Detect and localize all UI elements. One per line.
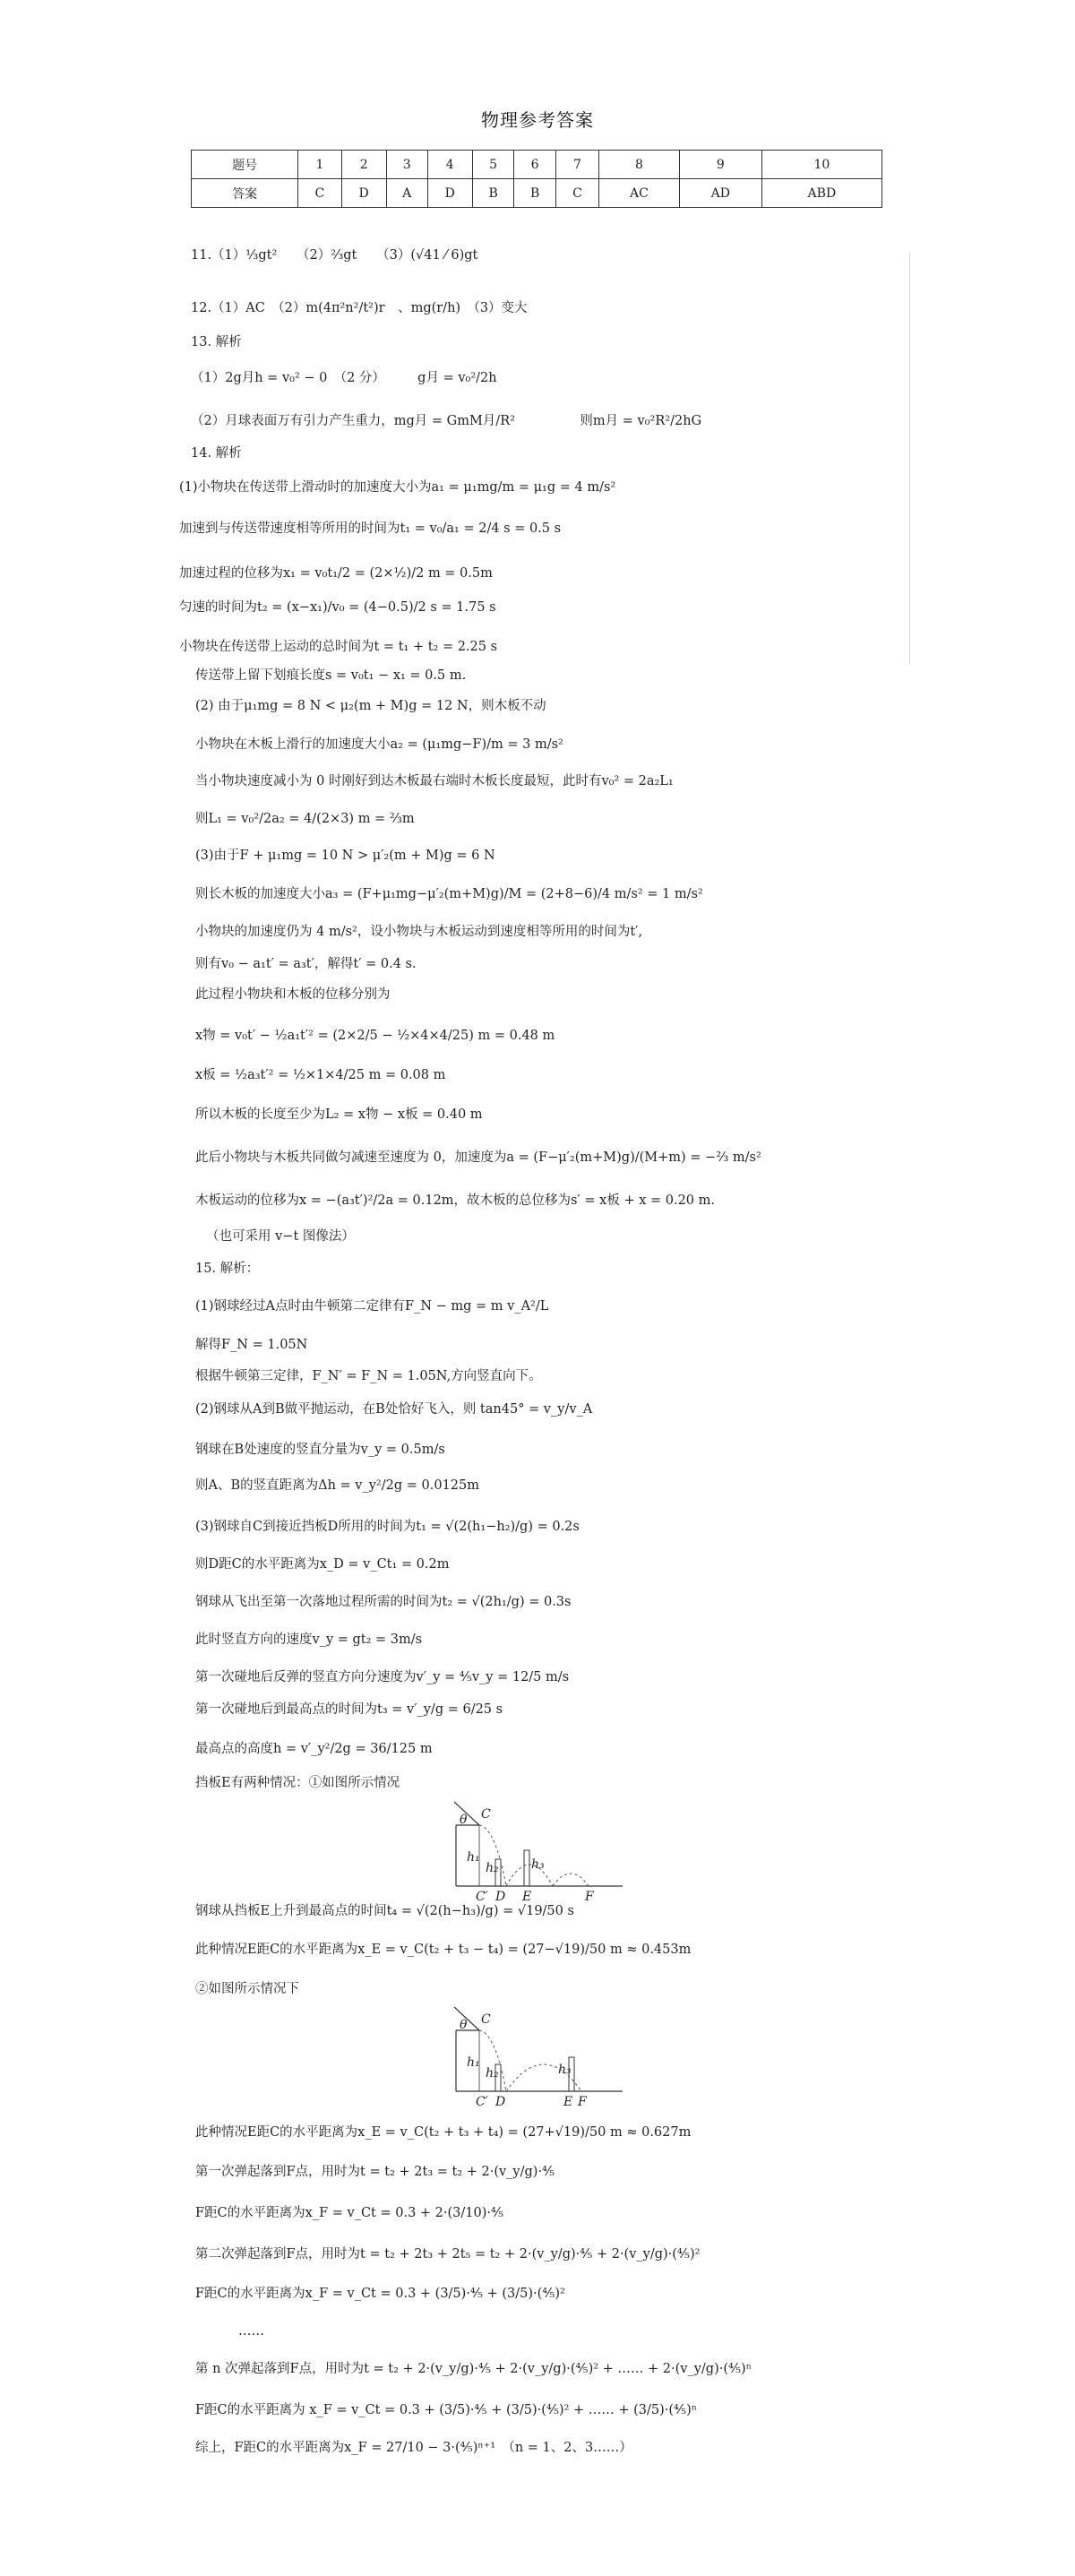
answer-14-line: (2) 由于μ₁mg = 8 N < μ₂(m + M)g = 12 N，则木板不动 xyxy=(195,699,546,713)
table-row xyxy=(192,179,882,208)
table-cell: C xyxy=(555,179,598,208)
page-title: 物理参考答案 xyxy=(481,109,594,131)
answer-15-line: F距C的水平距离为x_F = v_Ct = 0.3 + 2·(3/10)·⅘ xyxy=(195,2206,504,2220)
table-cell: 4 xyxy=(427,151,472,179)
table-cell: 8 xyxy=(599,151,680,179)
table-cell: A xyxy=(386,179,427,208)
table-cell: 9 xyxy=(679,151,761,179)
table-cell: D xyxy=(427,179,472,208)
table-cell: 6 xyxy=(514,151,555,179)
table-row xyxy=(192,151,882,179)
answer-15-line: 综上，F距C的水平距离为x_F = 27/10 − 3·(⅘)ⁿ⁺¹ （n = 1、2、3……） xyxy=(195,2441,632,2455)
answer-13-line: （1）2g月h = v₀² − 0 （2 分） g月 = v₀²/2h xyxy=(191,371,497,385)
answer-15-line: …… xyxy=(238,2324,264,2339)
diagram-case-1 xyxy=(443,1796,641,1904)
theta-label: θ xyxy=(460,2018,468,2032)
answer-13-line: （2）月球表面万有引力产生重力，mg月 = GmM月/R² 则m月 = v₀²R²/2hG xyxy=(191,414,702,428)
answer-15-line: F距C的水平距离为 x_F = v_Ct = 0.3 + (3/5)·⅘ + (3/5)·(⅘)² + …… + (3/5)·(⅘)ⁿ xyxy=(195,2403,698,2417)
margin-rule xyxy=(909,253,910,665)
answer-14-line: 木板运动的位移为x = −(a₃t′)²/2a = 0.12m，故木板的总位移为s′ = x板 + x = 0.20 m. xyxy=(195,1193,715,1208)
point-d-label: D xyxy=(495,2095,506,2109)
table-cell: ABD xyxy=(761,179,882,208)
answer-15-line: F距C的水平距离为x_F = v_Ct = 0.3 + (3/5)·⅘ + (3/5)·(⅘)² xyxy=(195,2287,565,2301)
table-cell: 7 xyxy=(555,151,598,179)
answer-15-line: 此时竖直方向的速度v_y = gt₂ = 3m/s xyxy=(195,1633,423,1647)
answer-14-line: x板 = ½a₃t′² = ½×1×4/25 m = 0.08 m xyxy=(195,1068,446,1082)
theta-label: θ xyxy=(460,1813,468,1827)
answer-14-line: 此过程小物块和木板的位移分别为 xyxy=(195,987,391,1002)
answer-15-line: 钢球在B处速度的竖直分量为v_y = 0.5m/s xyxy=(195,1443,445,1457)
point-c-prime-label: C′ xyxy=(476,2095,488,2109)
point-c-prime-label: C′ xyxy=(476,1890,488,1904)
table-cell: AD xyxy=(679,179,761,208)
point-f-label: F xyxy=(585,1890,594,1904)
answer-14-line: (1)小物块在传送带上滑动时的加速度大小为a₁ = μ₁mg/m = μ₁g = 4 m/s² xyxy=(179,480,616,495)
table-cell: 1 xyxy=(298,151,341,179)
answer-14-line: x物 = v₀t′ − ½a₁t′² = (2×2/5 − ½×4×4/25) m = 0.48 m xyxy=(195,1029,555,1043)
table-cell: 3 xyxy=(386,151,427,179)
table-cell: B xyxy=(514,179,555,208)
point-c-label: C xyxy=(481,1807,491,1822)
answer-11: 11.（1）¹⁄₃gt² （2）²⁄₃gt （3）(√41 ⁄ 6)gt xyxy=(191,248,478,263)
table-cell: 题号 xyxy=(192,151,298,179)
answer-15-line: 第一次碰地后反弹的竖直方向分速度为v′_y = ⅘v_y = 12/5 m/s xyxy=(195,1670,570,1684)
answer-14-line: 则L₁ = v₀²/2a₂ = 4/(2×3) m = ⅔m xyxy=(195,812,415,826)
answer-13-heading: 13. 解析 xyxy=(191,335,242,349)
answer-14-line: 小物块在传送带上运动的总时间为t = t₁ + t₂ = 2.25 s xyxy=(179,640,498,654)
answer-15-line: 则A、B的竖直距离为Δh = v_y²/2g = 0.0125m xyxy=(195,1478,479,1493)
h3-label: h₃ xyxy=(531,1857,545,1872)
h1-label: h₁ xyxy=(467,2055,480,2070)
table-cell: C xyxy=(298,179,341,208)
point-f-label: F xyxy=(578,2095,587,2109)
answer-14-line: 小物块的加速度仍为 4 m/s²，设小物块与木板运动到速度相等所用的时间为t′, xyxy=(195,925,643,939)
diagram-case-2 xyxy=(443,2002,641,2109)
answer-15-line: 最高点的高度h = v′_y²/2g = 36/125 m xyxy=(195,1742,433,1756)
answer-15-line: 此种情况E距C的水平距离为x_E = v_C(t₂ + t₃ + t₄) = (27+√19)/50 m ≈ 0.627m xyxy=(195,2125,692,2140)
answer-15-line: 则D距C的水平距离为x_D = v_Ct₁ = 0.2m xyxy=(195,1557,450,1572)
h3-label: h₃ xyxy=(558,2063,572,2077)
answer-14-line: （也可采用 v−t 图像法） xyxy=(206,1229,355,1244)
answer-14-line: 则长木板的加速度大小a₃ = (F+μ₁mg−μ′₂(m+M)g)/M = (2+8−6)/4 m/s² = 1 m/s² xyxy=(195,887,703,901)
answer-15-line: 钢球从挡板E上升到最高点的时间t₄ = √(2(h−h₃)/g) = √19/50 s xyxy=(195,1904,574,1918)
table-cell: B xyxy=(472,179,513,208)
answer-15-line: 第一次碰地后到最高点的时间为t₃ = v′_y/g = 6/25 s xyxy=(195,1702,503,1717)
answer-15-line: 第 n 次弹起落到F点，用时为t = t₂ + 2·(v_y/g)·⅘ + 2·(v_y/g)·(⅘)² + …… + 2·(v_y/g)·(⅘)ⁿ xyxy=(195,2362,752,2376)
point-d-label: D xyxy=(495,1890,506,1904)
point-e-label: E xyxy=(522,1890,532,1904)
table-cell: 2 xyxy=(341,151,386,179)
table-cell: 10 xyxy=(761,151,882,179)
table-cell: 答案 xyxy=(192,179,298,208)
answer-15-line: 此种情况E距C的水平距离为x_E = v_C(t₂ + t₃ − t₄) = (27−√19)/50 m ≈ 0.453m xyxy=(195,1943,692,1957)
answer-14-heading: 14. 解析 xyxy=(191,446,242,461)
answer-15-line: 解得F_N = 1.05N xyxy=(195,1338,308,1352)
h1-label: h₁ xyxy=(467,1850,480,1865)
h2-label: h₂ xyxy=(486,1861,499,1875)
answer-15-line: 第二次弹起落到F点，用时为t = t₂ + 2t₃ + 2t₅ = t₂ + 2·(v_y/g)·⅘ + 2·(v_y/g)·(⅘)² xyxy=(195,2247,701,2262)
answer-14-line: 此后小物块与木板共同做匀减速至速度为 0，加速度为a = (F−μ′₂(m+M)g)/(M+m) = −⅔ m/s² xyxy=(195,1150,761,1165)
answer-15-line: 第一次弹起落到F点，用时为t = t₂ + 2t₃ = t₂ + 2·(v_y/g)·⅘ xyxy=(195,2165,555,2179)
answer-15-heading: 15. 解析： xyxy=(195,1262,260,1276)
answer-14-line: 加速过程的位移为x₁ = v₀t₁/2 = (2×½)/2 m = 0.5m xyxy=(179,566,493,581)
point-e-label: E xyxy=(563,2095,573,2109)
answer-14-line: 加速到与传送带速度相等所用的时间为t₁ = v₀/a₁ = 2/4 s = 0.5 s xyxy=(179,521,562,536)
answer-14-line: 传送带上留下划痕长度s = v₀t₁ − x₁ = 0.5 m. xyxy=(195,668,467,683)
answer-15-line: (1)钢球经过A点时由牛顿第二定律有F_N − mg = m v_A²/L xyxy=(195,1299,549,1314)
point-c-label: C xyxy=(481,2012,491,2027)
answer-15-line: 钢球从飞出至第一次落地过程所需的时间为t₂ = √(2h₁/g) = 0.3s xyxy=(195,1595,572,1609)
answer-14-line: 匀速的时间为t₂ = (x−x₁)/v₀ = (4−0.5)/2 s = 1.75 s xyxy=(179,600,496,615)
table-cell: AC xyxy=(599,179,680,208)
answer-15-line: (2)钢球从A到B做平抛运动，在B处恰好飞入，则 tan45° = v_y/v_A xyxy=(195,1402,593,1417)
answer-15-line: (3)钢球自C到接近挡板D所用的时间为t₁ = √(2(h₁−h₂)/g) = 0.2s xyxy=(195,1520,580,1534)
table-cell: D xyxy=(341,179,386,208)
answer-15-line: 挡板E有两种情况：①如图所示情况 xyxy=(195,1776,400,1790)
answer-12: 12.（1）AC （2）m(4π²n²/t²)r 、mg(r/h) （3）变大 xyxy=(191,301,528,315)
answer-14-line: (3)由于F + μ₁mg = 10 N > μ′₂(m + M)g = 6 N xyxy=(195,849,495,863)
answer-14-line: 所以木板的长度至少为L₂ = x物 − x板 = 0.40 m xyxy=(195,1107,483,1122)
table-cell: 5 xyxy=(472,151,513,179)
answer-15-line: ②如图所示情况下 xyxy=(195,1982,299,1996)
answer-14-line: 小物块在木板上滑行的加速度大小a₂ = (μ₁mg−F)/m = 3 m/s² xyxy=(195,737,563,752)
answer-14-line: 则有v₀ − a₁t′ = a₃t′，解得t′ = 0.4 s. xyxy=(195,957,417,971)
answer-14-line: 当小物块速度减小为 0 时刚好到达木板最右端时木板长度最短，此时有v₀² = 2a₂L₁ xyxy=(195,774,674,788)
answer-15-line: 根据牛顿第三定律，F_N′ = F_N = 1.05N,方向竖直向下。 xyxy=(195,1369,542,1383)
h2-label: h₂ xyxy=(486,2066,499,2081)
answer-table xyxy=(191,150,882,208)
